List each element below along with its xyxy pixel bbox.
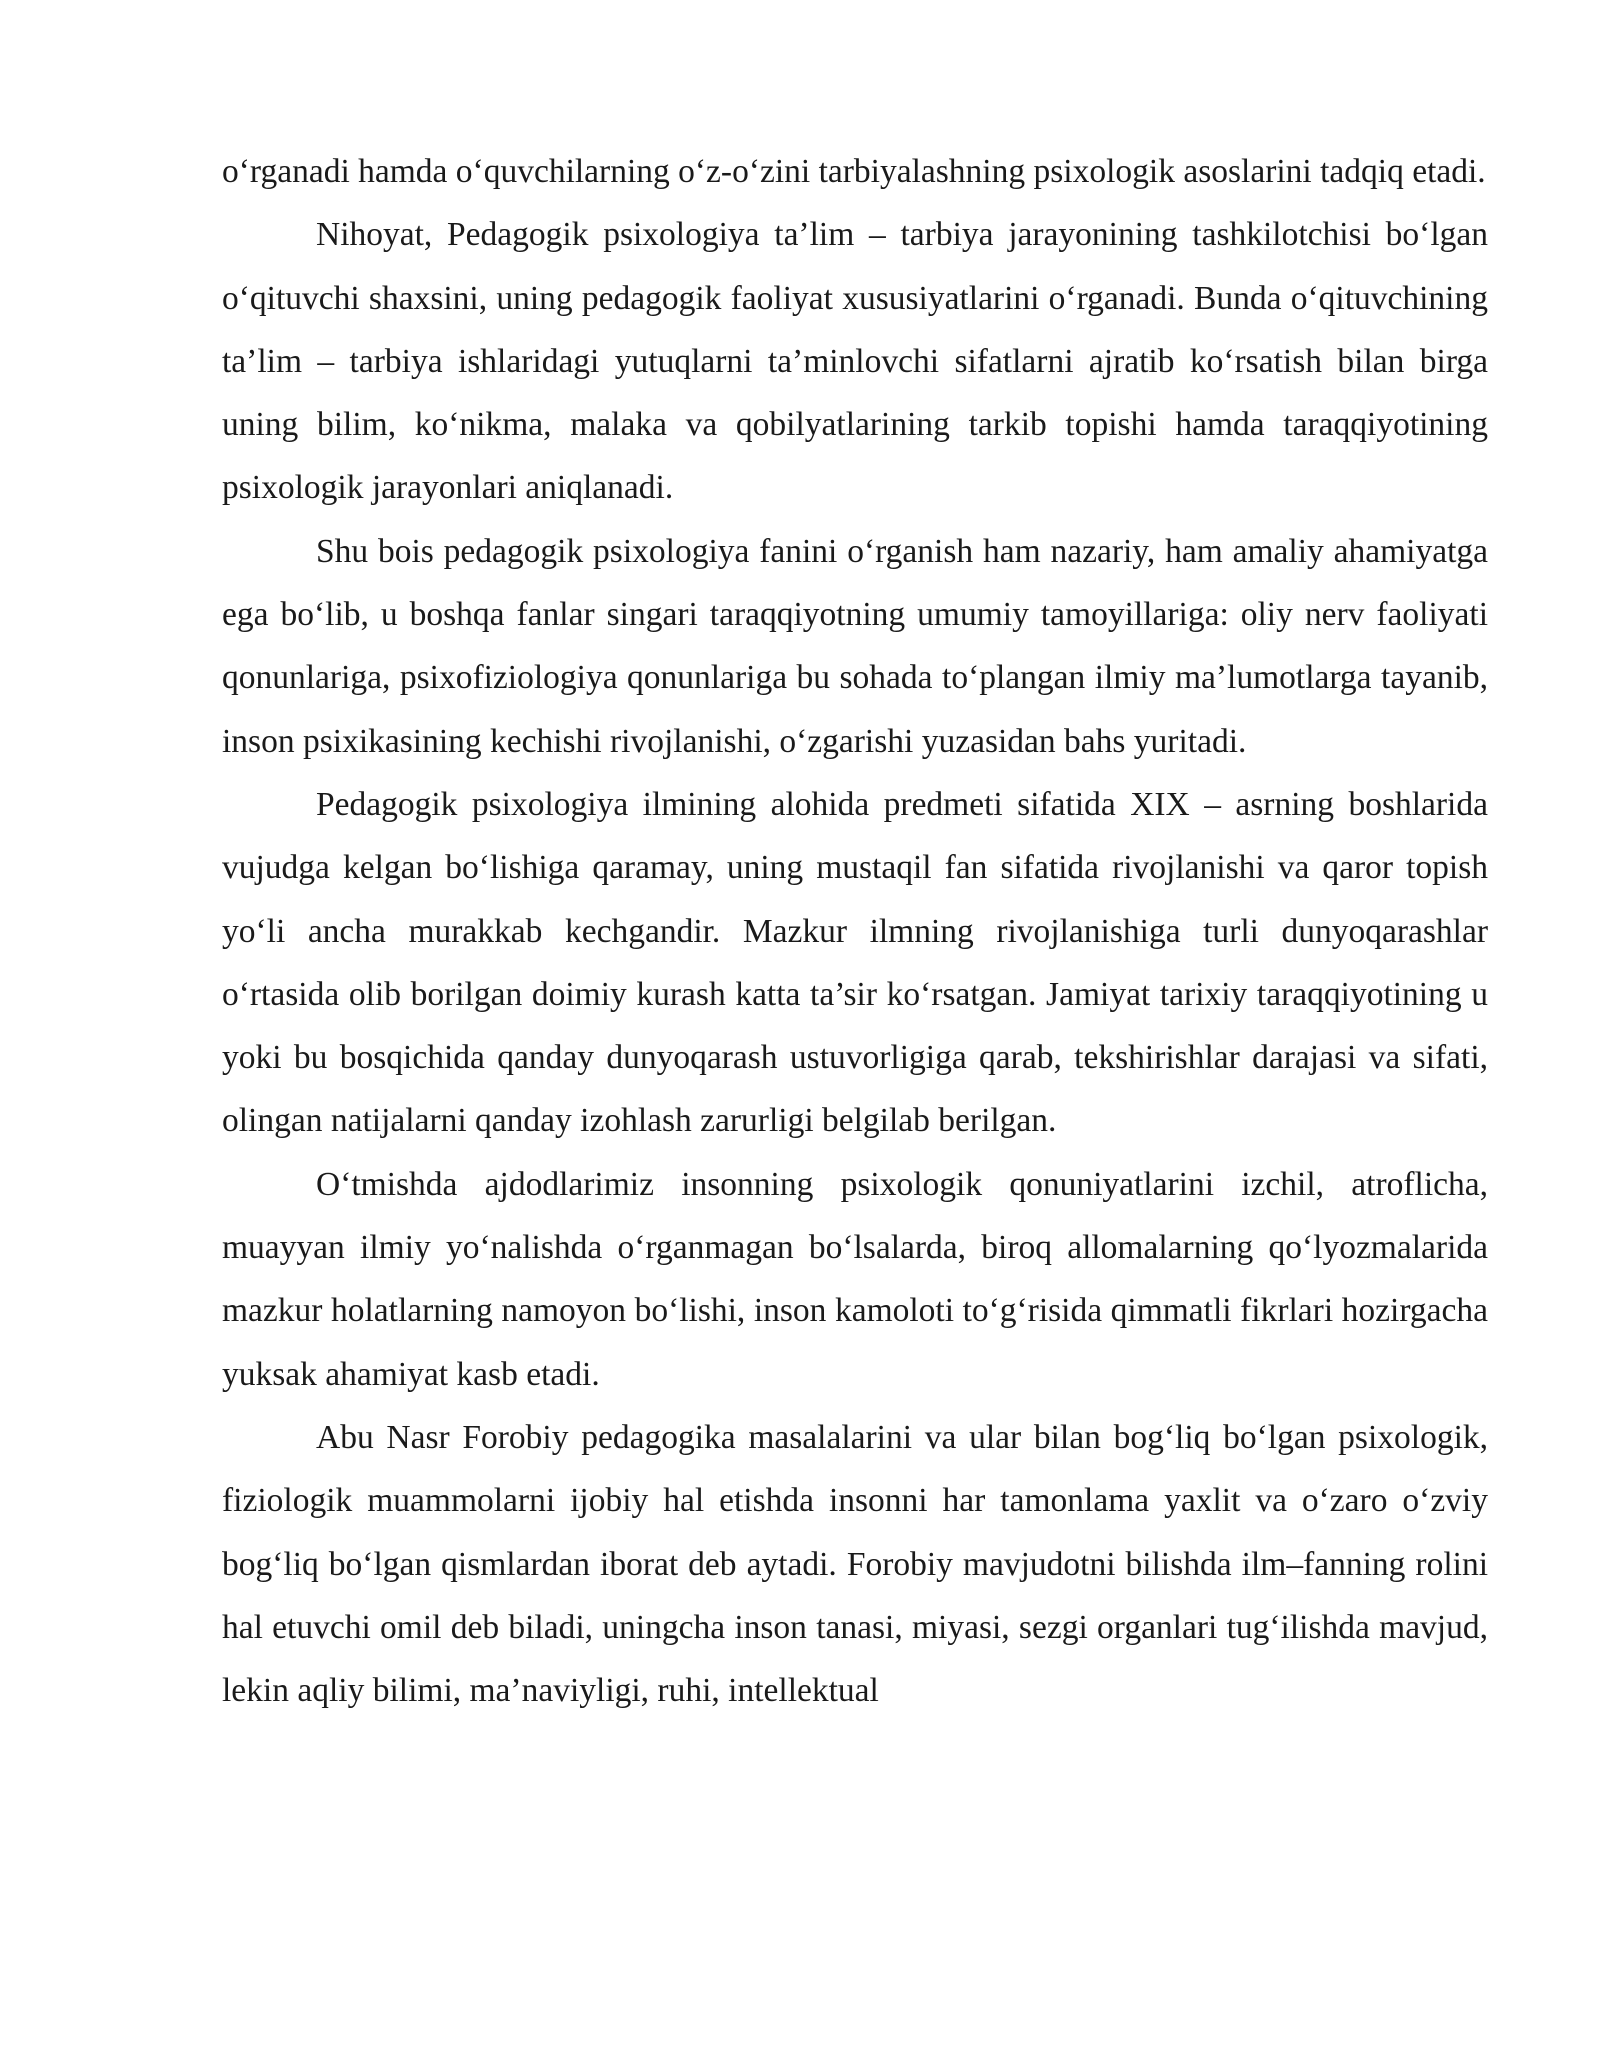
document-body (222, 140, 1488, 1722)
paragraph-continuation: o‘rganadi hamda o‘quvchilarning o‘z-o‘zini tarbiyalashning psixologik asoslarini tadqiq etadi. (222, 153, 1486, 190)
paragraph: Abu Nasr Forobiy pedagogika masalalarini va ular bilan bog‘liq bo‘lgan psixologik, fiziologik muammolarni ijobiy hal etishda insonni har tamonlama yaxlit va o‘zaro o‘zviy bog‘liq bo‘lgan qismlardan iborat deb aytadi. Forobiy mavjudotni bilishda ilm–fanning rolini hal etuvchi omil deb biladi, uningcha inson tanasi, miyasi, sezgi organlari tug‘ilishda mavjud, lekin aqliy bilimi, ma’naviyligi, ruhi, intellektual (222, 1418, 1488, 1710)
paragraph: O‘tmishda ajdodlarimiz insonning psixologik qonuniyatlarini izchil, atroflicha, muayyan ilmiy yo‘nalishda o‘rganmagan bo‘lsalarda, biroq allomalarning qo‘lyozmalarida mazkur holatlarning namoyon bo‘lishi, inson kamoloti to‘g‘risida qimmatli fikrlari hozirgacha yuksak ahamiyat kasb etadi. (222, 1165, 1488, 1393)
paragraph: Shu bois pedagogik psixologiya fanini o‘rganish ham nazariy, ham amaliy ahamiyatga ega bo‘lib, u boshqa fanlar singari taraqqiyotning umumiy tamoyillariga: oliy nerv faoliyati qonunlariga, psixofiziologiya qonunlariga bu sohada to‘plangan ilmiy ma’lumotlarga tayanib, inson psixikasining kechishi rivojlanishi, o‘zgarishi yuzasidan bahs yuritadi. (222, 532, 1488, 760)
paragraph: Nihoyat, Pedagogik psixologiya ta’lim – tarbiya jarayonining tashkilotchisi bo‘lgan o‘qituvchi shaxsini, uning pedagogik faoliyat xususiyatlarini o‘rganadi. Bunda o‘qituvchining ta’lim – tarbiya ishlaridagi yutuqlarni ta’minlovchi sifatlarni ajratib ko‘rsatish bilan birga uning bilim, ko‘nikma, malaka va qobilyatlarining tarkib topishi hamda taraqqiyotining psixologik jarayonlari aniqlanadi. (222, 216, 1488, 507)
paragraph: Pedagogik psixologiya ilmining alohida predmeti sifatida XIX – asrning boshlarida vujudga kelgan bo‘lishiga qaramay, uning mustaqil fan sifatida rivojlanishi va qaror topish yo‘li ancha murakkab kechgandir. Mazkur ilmning rivojlanishiga turli dunyoqarashlar o‘rtasida olib borilgan doimiy kurash katta ta’sir ko‘rsatgan. Jamiyat tarixiy taraqqiyotining u yoki bu bosqichida qanday dunyoqarash ustuvorligiga qarab, tekshirishlar darajasi va sifati, olingan natijalarni qanday izohlash zarurligi belgilab berilgan. (222, 785, 1488, 1140)
